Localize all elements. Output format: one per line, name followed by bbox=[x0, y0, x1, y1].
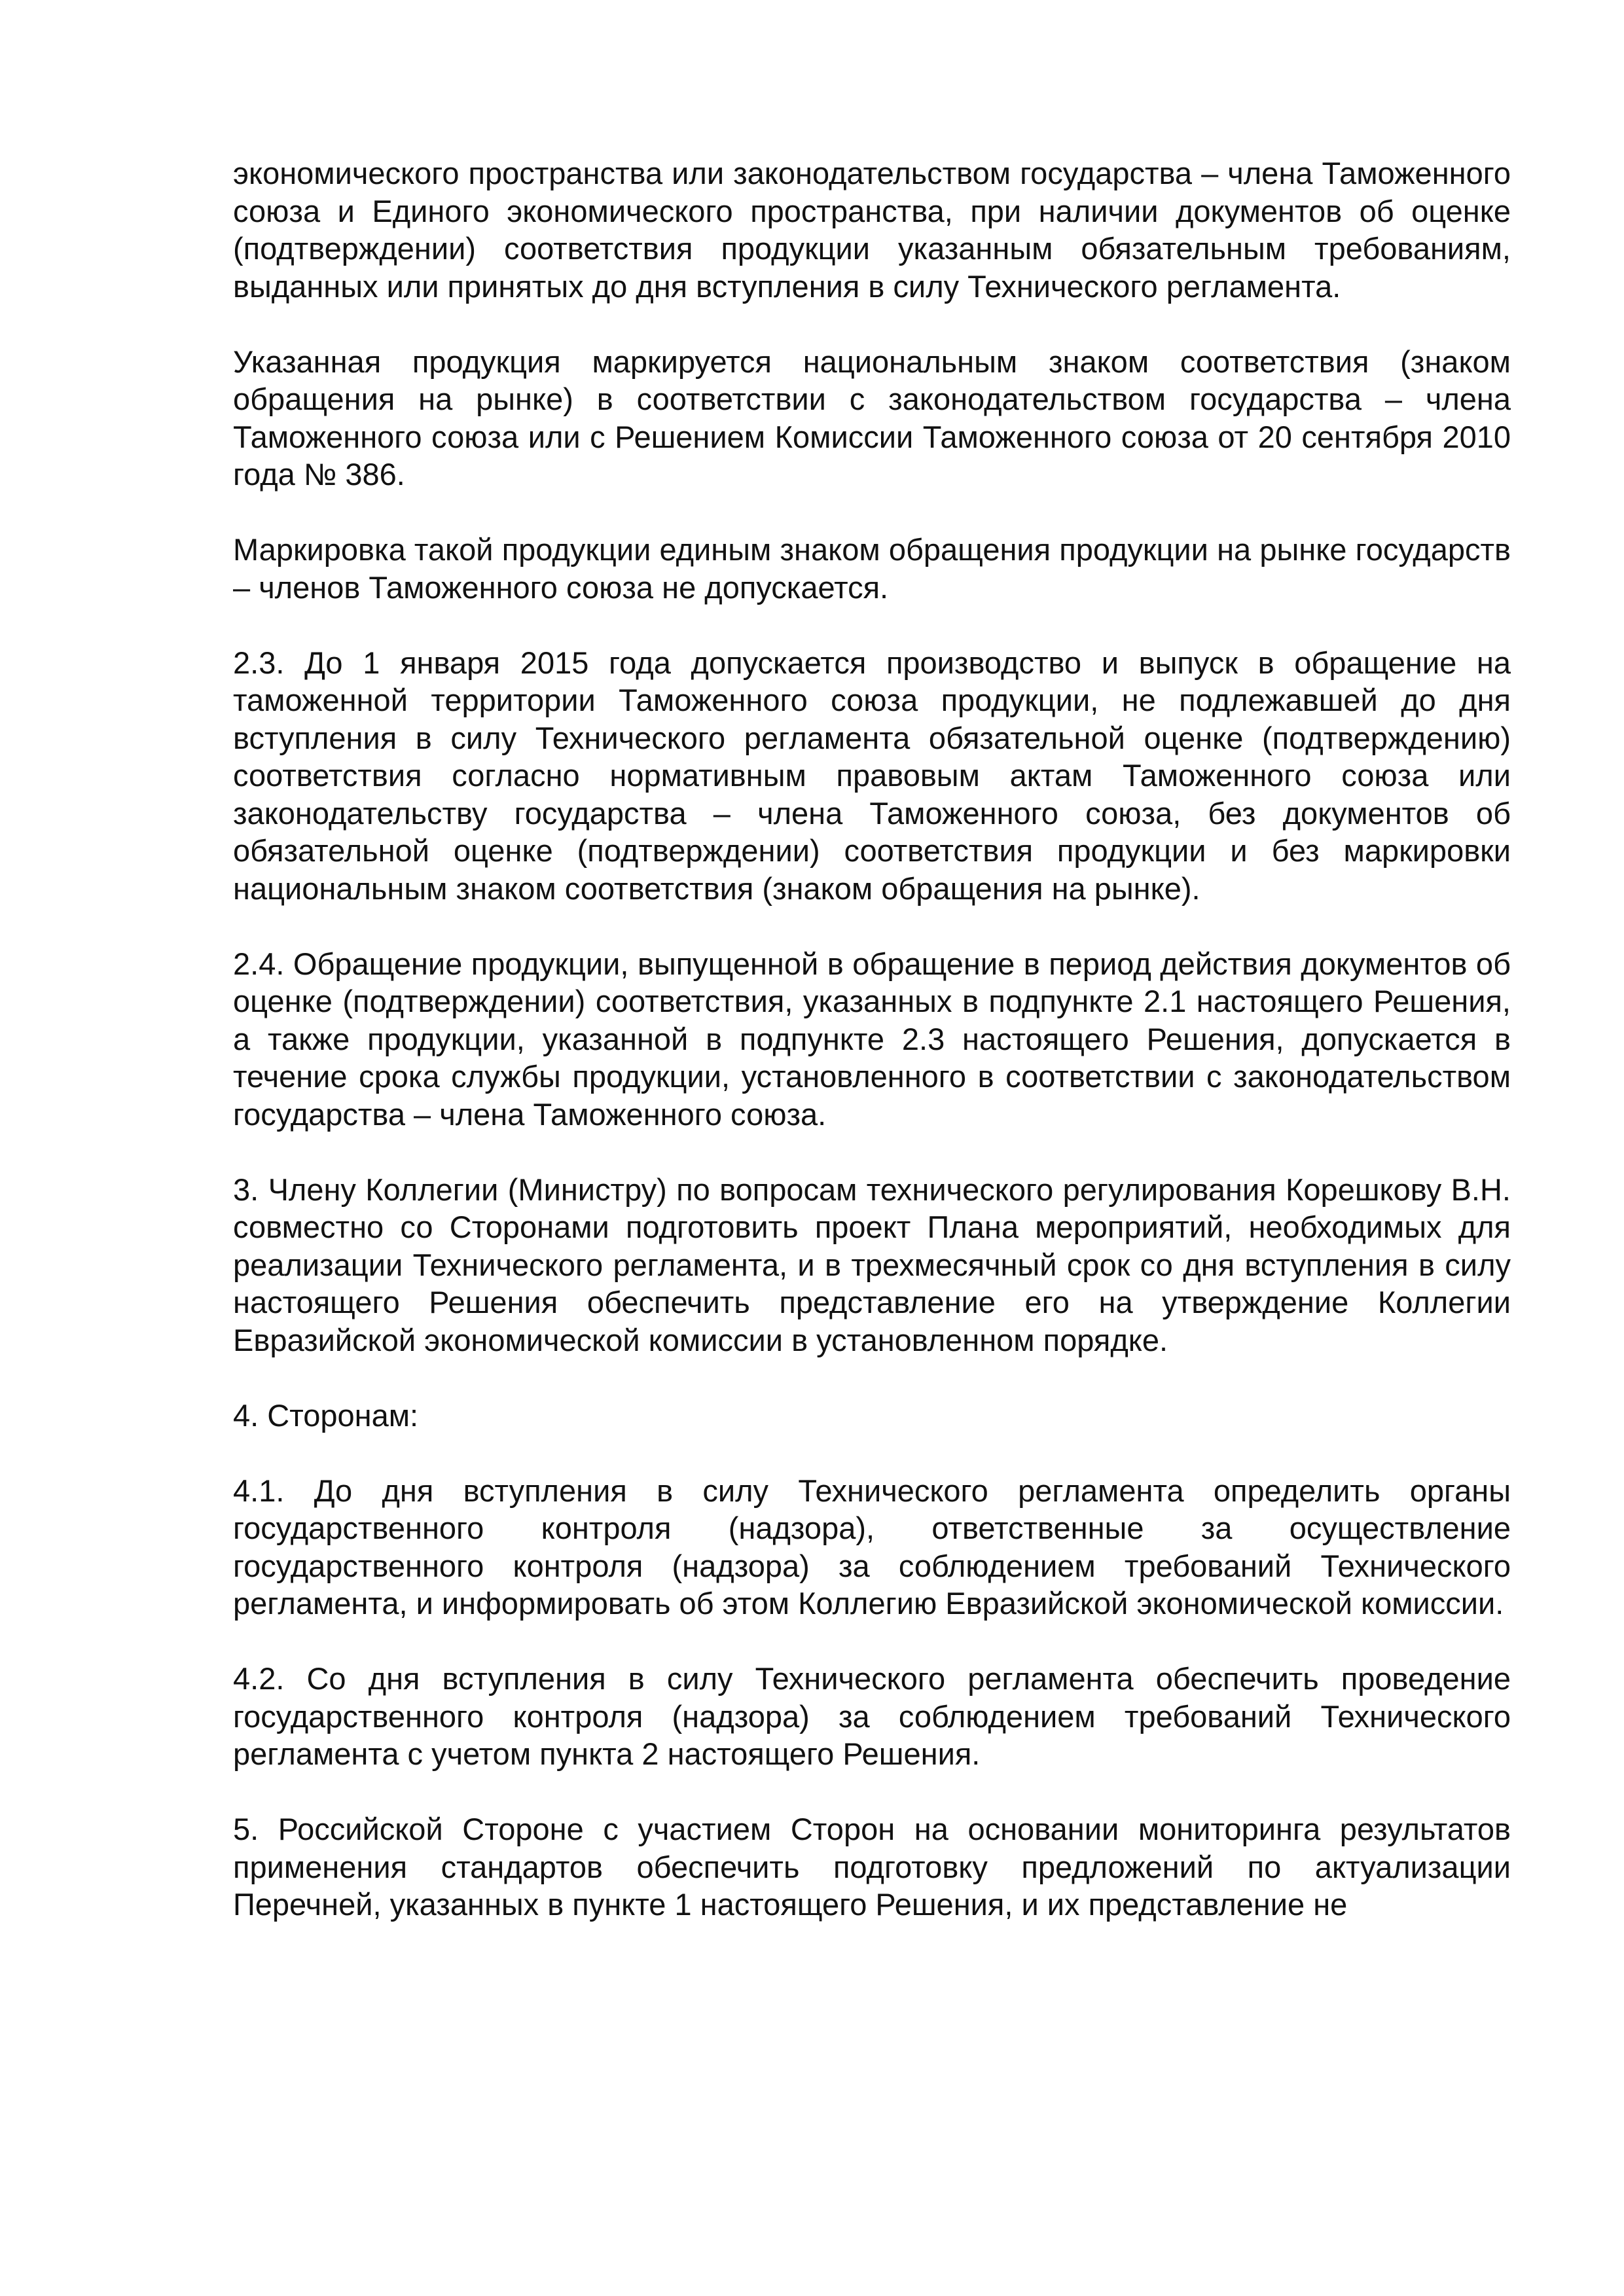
paragraph-2-4: 2.4. Обращение продукции, выпущенной в обращение в период действия документов об оценке (подтверждении) соответствия, указанных в подпункте 2.1 настоящего Решения, а также продукции, указанной в подпункте 2.3 настоящего Решения, допускается в течение срока службы продукции, установленного в соответствии с законодательством государства – члена Таможенного союза. bbox=[233, 946, 1511, 1132]
paragraph-marking-prohibited: Маркировка такой продукции единым знаком обращения продукции на рынке государств – членов Таможенного союза не допускается. bbox=[233, 532, 1511, 605]
paragraph-continuation: экономического пространства или законодательством государства – члена Таможенного союза и Единого экономического пространства, при наличии документов об оценке (подтверждении) соответствия продукции указанным обязательным требованиям, выданных или принятых до дня вступления в силу Технического регламента. bbox=[233, 156, 1511, 304]
paragraph-4-1: 4.1. До дня вступления в силу Технического регламента определить органы государственного контроля (надзора), ответственные за осуществление государственного контроля (надзора) за соблюдением требований Технического регламента, и информировать об этом Коллегию Евразийской экономической комиссии. bbox=[233, 1473, 1511, 1621]
paragraph-2-3: 2.3. До 1 января 2015 года допускается производство и выпуск в обращение на таможенной территории Таможенного союза продукции, не подлежавшей до дня вступления в силу Технического регламента обязательной оценке (подтверждению) соответствия согласно нормативным правовым актам Таможенного союза или законодательству государства – члена Таможенного союза, без документов об обязательной оценке (подтверждении) соответствия продукции и без маркировки национальным знаком соответствия (знаком обращения на рынке). bbox=[233, 645, 1511, 906]
document-body bbox=[233, 154, 1511, 1924]
paragraph-4-2: 4.2. Со дня вступления в силу Технического регламента обеспечить проведение государственного контроля (надзора) за соблюдением требований Технического регламента с учетом пункта 2 настоящего Решения. bbox=[233, 1661, 1511, 1771]
paragraph-3: 3. Члену Коллегии (Министру) по вопросам технического регулирования Корешкову В.Н. совместно со Сторонами подготовить проект Плана мероприятий, необходимых для реализации Технического регламента, и в трехмесячный срок со дня вступления в силу настоящего Решения обеспечить представление его на утверждение Коллегии Евразийской экономической комиссии в установленном порядке. bbox=[233, 1172, 1511, 1357]
paragraph-marking-national: Указанная продукция маркируется национальным знаком соответствия (знаком обращения на рынке) в соответствии с законодательством государства – члена Таможенного союза или с Решением Комиссии Таможенного союза от 20 сентября 2010 года № 386. bbox=[233, 344, 1511, 492]
paragraph-5: 5. Российской Стороне с участием Сторон на основании мониторинга результатов применения стандартов обеспечить подготовку предложений по актуализации Перечней, указанных в пункте 1 настоящего Решения, и их представление не bbox=[233, 1812, 1511, 1922]
paragraph-4: 4. Сторонам: bbox=[233, 1397, 419, 1433]
